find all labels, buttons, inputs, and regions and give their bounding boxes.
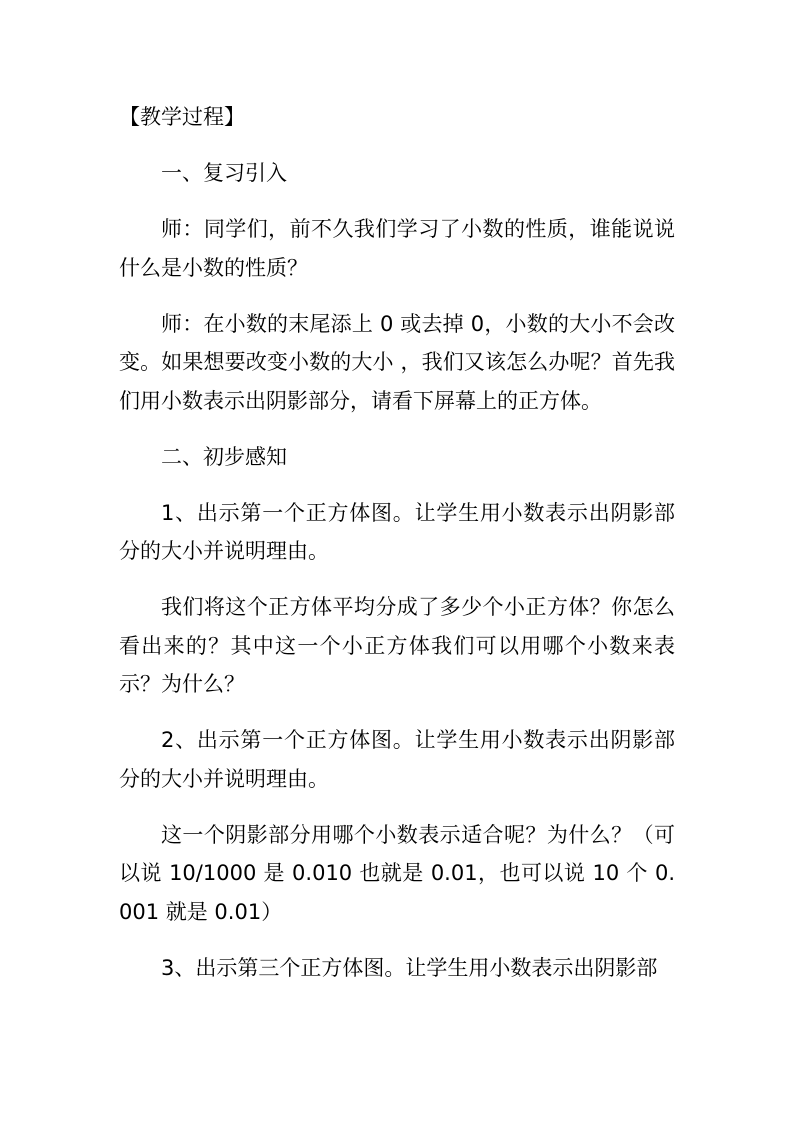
paragraph-shaded-question: 这一个阴影部分用哪个小数表示适合呢？为什么？（可以说 10/1000 是 0.010 也就是 0.01，也可以说 10 个 0.001 就是 0.01） — [119, 822, 675, 924]
heading-review-intro: 一、复习引入 — [161, 161, 287, 185]
paragraph-step-3: 3、出示第三个正方体图。让学生用小数表示出阴影部 — [161, 955, 658, 980]
paragraph-cube-question: 我们将这个正方体平均分成了多少个小正方体？你怎么看出来的？其中这一个小正方体我们可以用哪个小数来表示？为什么？ — [119, 595, 675, 696]
section-title: 【教学过程】 — [119, 105, 245, 129]
paragraph-step-1: 1、出示第一个正方体图。让学生用小数表示出阴影部分的大小并说明理由。 — [119, 500, 675, 563]
paragraph-teacher-question: 师：同学们，前不久我们学习了小数的性质，谁能说说什么是小数的性质？ — [119, 217, 675, 280]
document-body — [119, 98, 675, 1005]
paragraph-teacher-explanation: 师：在小数的末尾添上 0 或去掉 0，小数的大小不会改变。如果想要改变小数的大小 ，我们又该怎么办呢？首先我们用小数表示出阴影部分，请看下屏幕上的正方体。 — [119, 311, 675, 413]
heading-initial-perception: 二、初步感知 — [161, 444, 287, 469]
paragraph-step-2: 2、出示第一个正方体图。让学生用小数表示出阴影部分的大小并说明理由。 — [119, 728, 675, 791]
